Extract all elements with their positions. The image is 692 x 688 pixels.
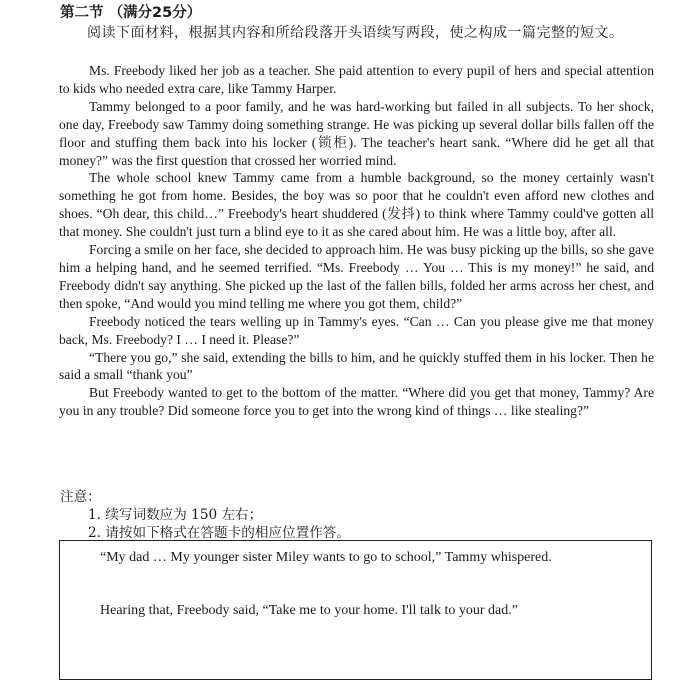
reading-passage [59,62,654,420]
passage-paragraph: “There you go,” she said, extending the bills to him, and he quickly stuffed them in his locker. Then he said a small “thank you” [59,349,654,383]
passage-paragraph: But Freebody wanted to get to the bottom of the matter. “Where did you get that money, Tammy? Are you in any trouble? Did someone force you to get into the wrong kind of things … like stealing?” [59,385,654,419]
paragraph2-opening: Hearing that, Freebody said, “Take me to your home. I'll talk to your dad.” [100,603,518,618]
passage-paragraph: Forcing a smile on her face, she decided to approach him. He was busy picking up the bills, so she gave him a helping hand, and he seemed terrified. “Ms. Freebody … You … This is my money!” he said, and Freebody didn't say anything. She picked up the last of the fallen bills, folded her arms across her chest, and then spoke, “And would you mind telling me where you got them, child?” [59,242,654,311]
note-item: 1. 续写词数应为 150 左右； [88,507,263,523]
paragraph1-opening: “My dad … My younger sister Miley wants to go to school,” Tammy whispered. [100,550,552,565]
passage-paragraph: Tammy belonged to a poor family, and he was hard-working but failed in all subjects. To her shock, one day, Freebody saw Tammy doing something strange. He was picking up several dollar bills fallen off the floor and stuffing them back into his locker (锁柜). The teacher's heart sank. “Where did he get all that money?” was the first question that crossed her worried mind. [59,98,654,168]
passage-paragraph: Ms. Freebody liked her job as a teacher. She paid attention to every pupil of hers and special attention to kids who needed extra care, like Tammy Harper. [59,63,654,96]
notes-label: 注意： [60,489,101,505]
passage-paragraph: Freebody noticed the tears welling up in Tammy's eyes. “Can … Can you please give me that money back, Ms. Freebody? I … I need it. Please?” [59,313,654,347]
section-score: （满分25分） [108,5,202,21]
section-title: 第二节 [60,5,104,21]
note-item: 2. 请按如下格式在答题卡的相应位置作答。 [88,525,350,541]
section-heading [60,4,201,22]
instruction-text: 阅读下面材料，根据其内容和所给段落开头语续写两段，使之构成一篇完整的短文。 [87,25,624,41]
passage-paragraph: The whole school knew Tammy came from a humble background, so the money certainly wasn't something he got from home. Besides, the boy was so poor that he couldn't even afford new clothes and shoes. “Oh dear, this child…” Freebody's heart shuddered (发抖) to think where Tammy could've gotten all that money. She couldn't just turn a blind eye to it as she cared about him. He was a little boy, after all. [59,170,654,240]
notes-section [60,488,350,542]
answer-box [59,540,652,680]
